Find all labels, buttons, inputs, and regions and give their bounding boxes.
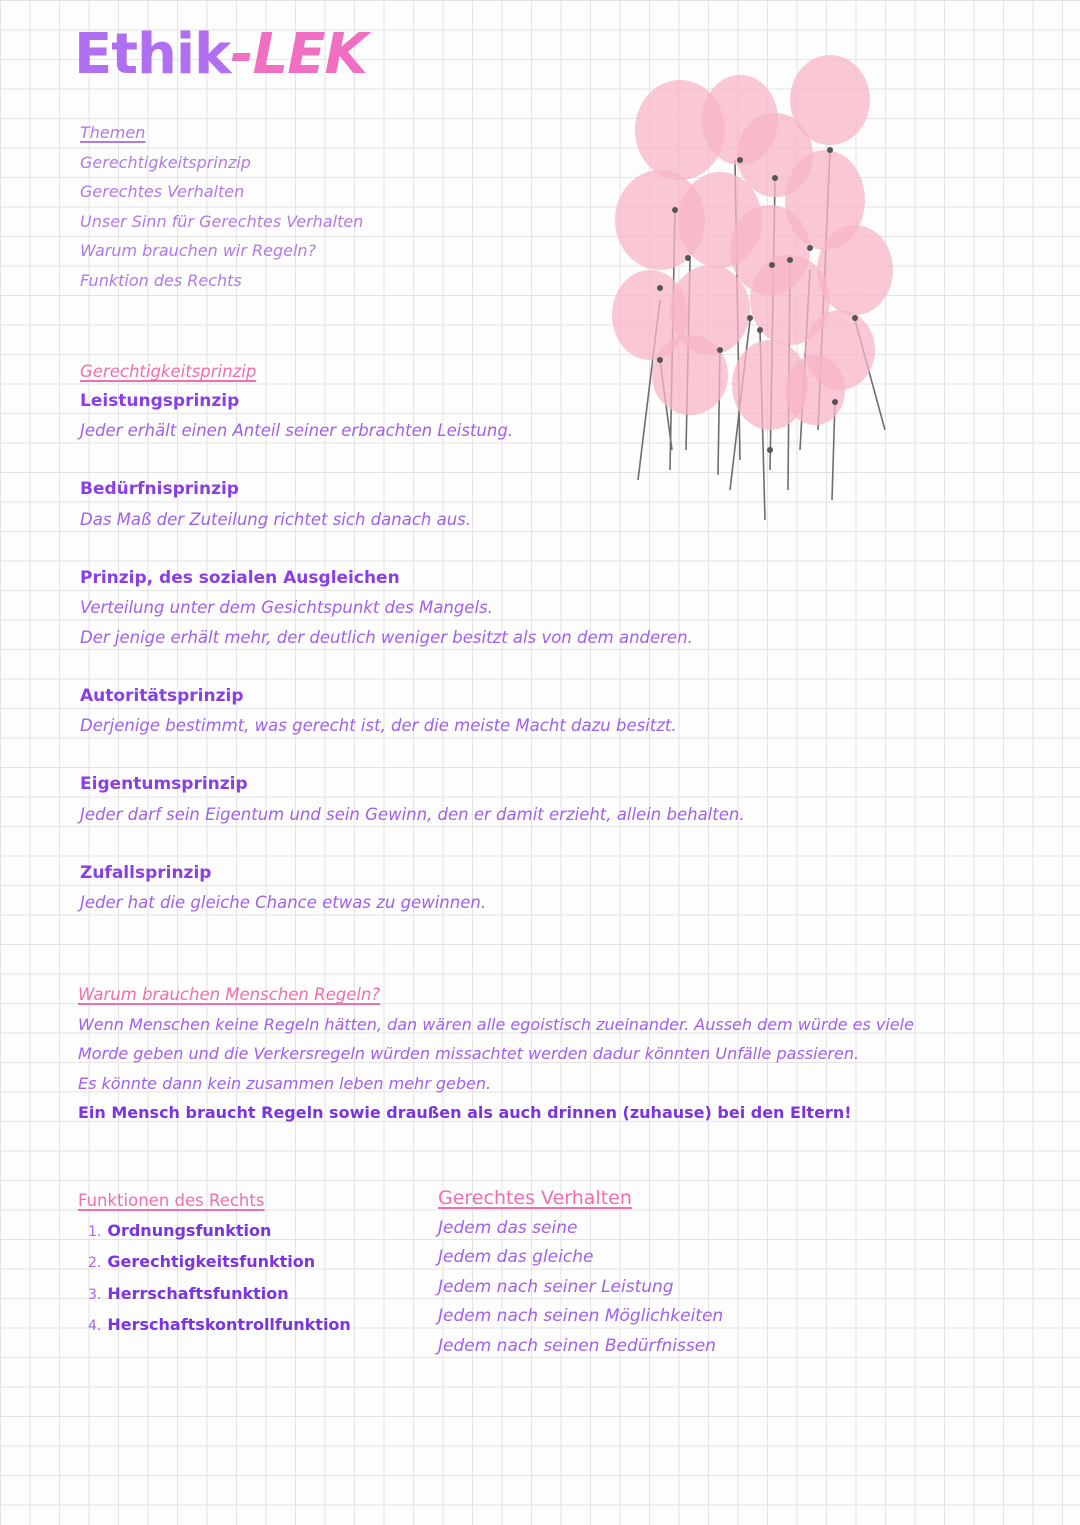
topic-item: Unser Sinn für Gerechtes Verhalten [80, 211, 364, 231]
principle-name: Autoritätsprinzip [80, 685, 244, 706]
principle-text: Das Maß der Zuteilung richtet sich danach aus. [80, 509, 472, 529]
topic-item: Gerechtes Verhalten [80, 182, 245, 201]
principle-block [80, 387, 745, 446]
law-function-item: 4. Herschaftskontrollfunktion [88, 1315, 351, 1334]
law-function-item: 3. Herrschaftsfunktion [88, 1283, 289, 1303]
rules-conclusion: Ein Mensch braucht Regeln sowie draußen als auch drinnen (zuhause) bei den Eltern! [78, 1103, 852, 1122]
title-lek: -LEK [230, 22, 367, 87]
principle-text: Derjenige bestimmt, was gerecht ist, der die meiste Macht dazu besitzt. [80, 716, 677, 735]
principle-text: Jeder erhält einen Anteil seiner erbrachten Leistung. [80, 421, 514, 440]
principle-name: Prinzip, des sozialen Ausgleichen [80, 567, 400, 588]
topic-item: Gerechtigkeitsprinzip [80, 152, 251, 172]
justice-heading: Gerechtigkeitsprinzip [80, 362, 257, 381]
title-ethik: Ethik [74, 22, 231, 87]
law-functions-section [78, 1186, 351, 1342]
principle-name: Zufallsprinzip [80, 862, 212, 883]
principle-name: Bedürfnisprinzip [80, 479, 239, 499]
fair-behavior-section [438, 1184, 723, 1361]
principle-text: Verteilung unter dem Gesichtspunkt des Mangels. [80, 598, 493, 617]
rules-heading: Warum brauchen Menschen Regeln? [78, 985, 381, 1004]
topic-item: Warum brauchen wir Regeln? [80, 241, 317, 260]
principle-text: Jeder hat die gleiche Chance etwas zu gewinnen. [80, 893, 487, 912]
fair-behavior-heading: Gerechtes Verhalten [438, 1187, 632, 1209]
fair-behavior-item: Jedem nach seinen Bedürfnissen [438, 1335, 716, 1356]
principle-name: Eigentumsprinzip [80, 774, 248, 794]
principle-block [80, 475, 745, 534]
fair-behavior-item: Jedem das seine [438, 1217, 578, 1238]
principle-block [80, 770, 745, 829]
topics-heading: Themen [80, 123, 146, 142]
principle-text: Der jenige erhält mehr, der deutlich weniger besitzt als von dem anderen. [80, 627, 693, 647]
topics-section [80, 118, 363, 295]
justice-section [80, 357, 745, 918]
rules-section [78, 980, 914, 1128]
principle-text: Jeder darf sein Eigentum und sein Gewinn, den er damit erzieht, allein behalten. [80, 804, 745, 824]
fair-behavior-item: Jedem nach seinen Möglichkeiten [438, 1306, 724, 1326]
law-function-item: 2. Gerechtigkeitsfunktion [88, 1252, 316, 1271]
fair-behavior-item: Jedem das gleiche [438, 1247, 594, 1267]
rules-line: Es könnte dann kein zusammen leben mehr geben. [78, 1073, 492, 1093]
law-functions-heading: Funktionen des Rechts [78, 1191, 265, 1210]
principle-block [80, 682, 745, 741]
page-title [74, 22, 367, 87]
principle-name: Leistungsprinzip [80, 390, 240, 411]
rules-line: Morde geben und die Verkersregeln würden missachtet werden dadur könnten Unfälle passieren. [78, 1044, 860, 1063]
fair-behavior-item: Jedem nach seiner Leistung [438, 1276, 674, 1297]
rules-line: Wenn Menschen keine Regeln hätten, dan wären alle egoistisch zueinander. Ausseh dem würde es viele [78, 1014, 914, 1034]
law-function-item: 1. Ordnungsfunktion [88, 1220, 272, 1240]
principle-block [80, 564, 745, 653]
topic-item: Funktion des Rechts [80, 270, 242, 290]
principle-block [80, 859, 745, 918]
